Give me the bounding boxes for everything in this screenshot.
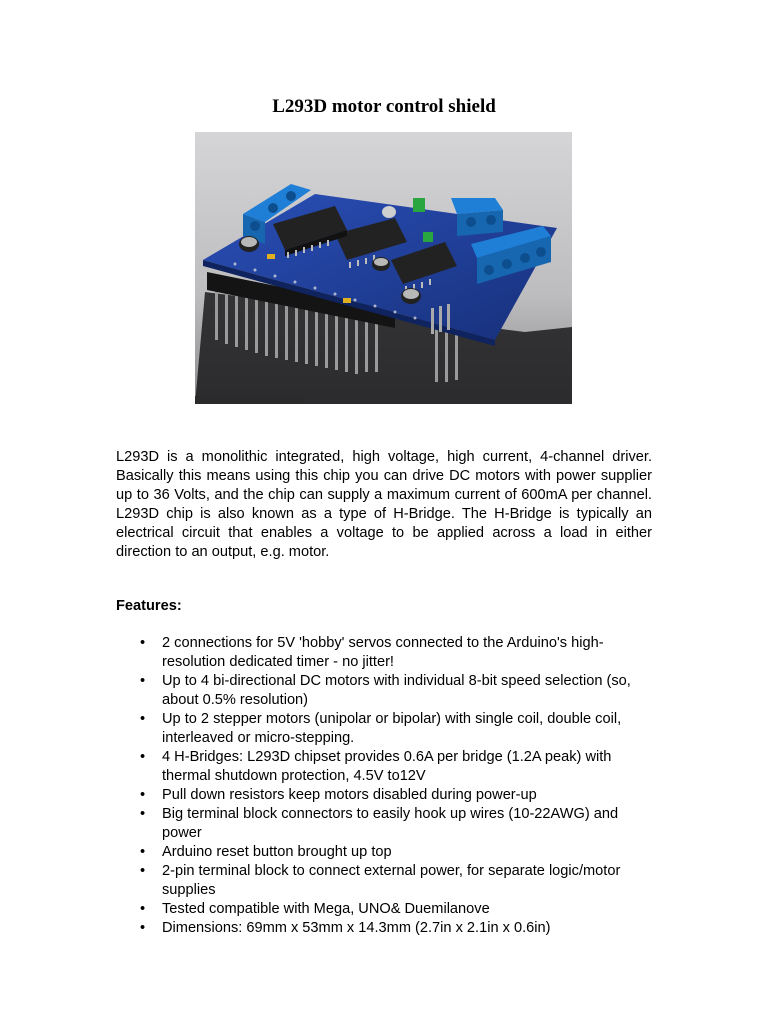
feature-text: 2 connections for 5V 'hobby' servos connected to the Arduino's high-resolution dedicated timer - no jitter! bbox=[162, 635, 604, 670]
list-item bbox=[116, 805, 656, 843]
bullet-icon: • bbox=[140, 844, 146, 860]
list-item bbox=[116, 919, 656, 938]
feature-text: Dimensions: 69mm x 53mm x 14.3mm (2.7in x 2.1in x 0.6in) bbox=[162, 920, 551, 936]
list-item bbox=[116, 710, 656, 748]
product-photo bbox=[195, 132, 572, 404]
bullet-icon: • bbox=[140, 863, 146, 879]
bullet-icon: • bbox=[140, 749, 146, 765]
list-item bbox=[116, 672, 656, 710]
bullet-icon: • bbox=[140, 787, 146, 803]
features-heading: Features: bbox=[116, 598, 182, 614]
feature-text: Pull down resistors keep motors disabled during power-up bbox=[162, 787, 537, 803]
list-item bbox=[116, 786, 656, 805]
list-item bbox=[116, 634, 656, 672]
page-title: L293D motor control shield bbox=[272, 96, 496, 117]
list-item bbox=[116, 862, 656, 900]
feature-text: Big terminal block connectors to easily hook up wires (10-22AWG) and power bbox=[162, 806, 619, 841]
bullet-icon: • bbox=[140, 920, 146, 936]
list-item bbox=[116, 748, 656, 786]
feature-text: 4 H-Bridges: L293D chipset provides 0.6A per bridge (1.2A peak) with thermal shutdown protection, 4.5V to12V bbox=[162, 749, 612, 784]
bullet-icon: • bbox=[140, 673, 146, 689]
bullet-icon: • bbox=[140, 806, 146, 822]
bullet-icon: • bbox=[140, 711, 146, 727]
bullet-icon: • bbox=[140, 635, 146, 651]
intro-paragraph: L293D is a monolithic integrated, high voltage, high current, 4-channel driver. Basically this means using this chip you can drive DC motors with power supplier up to 36 Volts, and the chip can supply a maximum current of 600mA per channel. L293D chip is also known as a type of H-Bridge. The H-Bridge is typically an electrical circuit that enables a voltage to be applied across a load in either direction to an output, e.g. motor. bbox=[116, 449, 652, 560]
feature-text: Up to 4 bi-directional DC motors with individual 8-bit speed selection (so, about 0.5% resolution) bbox=[162, 673, 631, 708]
feature-text: Tested compatible with Mega, UNO& Duemilanove bbox=[162, 901, 490, 917]
list-item bbox=[116, 843, 656, 862]
feature-text: Up to 2 stepper motors (unipolar or bipolar) with single coil, double coil, interleaved or micro-stepping. bbox=[162, 711, 622, 746]
bullet-icon: • bbox=[140, 901, 146, 917]
features-list bbox=[116, 634, 656, 938]
feature-text: 2-pin terminal block to connect external power, for separate logic/motor supplies bbox=[162, 863, 621, 898]
feature-text: Arduino reset button brought up top bbox=[162, 844, 392, 860]
list-item bbox=[116, 900, 656, 919]
